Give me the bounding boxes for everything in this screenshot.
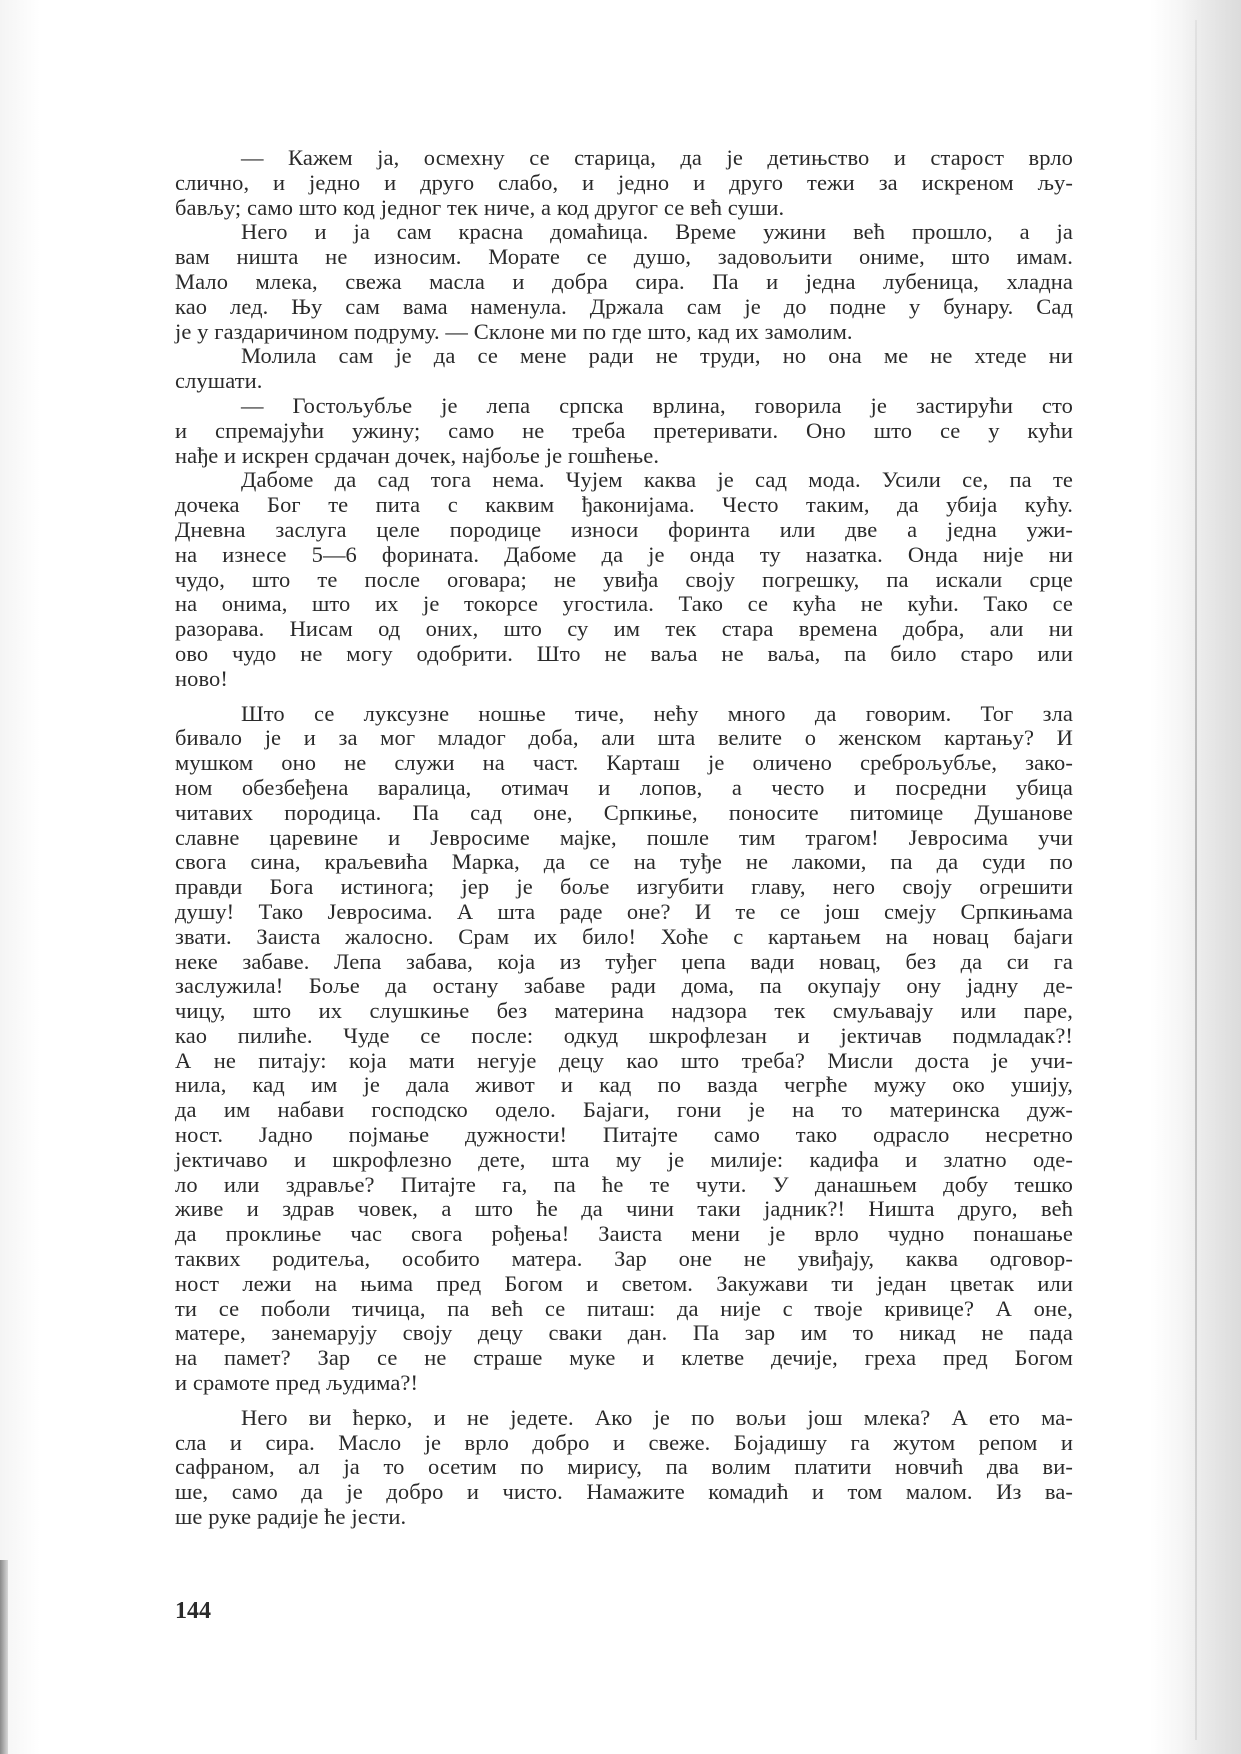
text-line: Дневна заслуга целе породице износи форинта или две а једна ужи-: [175, 516, 1073, 542]
text-line: — Гостољубље је лепа српска врлина, говорила је застирући сто: [241, 392, 1073, 418]
text-line: неке забаве. Лепа забава, која из туђег џепа вади новац, без да си га: [175, 948, 1073, 974]
text-line: ло или здравље? Питајте га, па ће те чути. У данашњем добу тешко: [175, 1171, 1073, 1197]
text-line: Што се луксузне ношње тиче, нећу много да говорим. Тог зла: [241, 700, 1073, 726]
text-line: ше, само да је добро и чисто. Намажите комадић и том малом. Из ва-: [175, 1479, 1073, 1505]
text-line: нађе и искрен срдачан дочек, најбоље је гошћење.: [175, 442, 660, 468]
text-line: вам ништа не износим. Морате се душо, задовољити ониме, што имам.: [175, 244, 1073, 270]
text-line: чудо, што те после оговара; не увиђа своју погрешку, па искали срце: [175, 566, 1073, 592]
text-line: дочека Бог те пита с каквим ђаконијама. Често таким, да убија кућу.: [175, 492, 1073, 518]
text-line: таквих родитеља, особито матера. Зар оне не увиђају, каква одговор-: [175, 1246, 1073, 1272]
page-number: 144: [175, 1598, 211, 1624]
text-line: и спремајући ужину; само не треба претеривати. Оно што се у кући: [175, 417, 1073, 443]
text-line: ново!: [175, 665, 229, 691]
text-line: — Кажем ја, осмехну се старица, да је детињство и старост врло: [241, 145, 1073, 170]
text-line: Молила сам је да се мене ради не труди, но она ме не хтеде ни: [241, 343, 1073, 369]
body-text: [175, 146, 1073, 1530]
text-line: звати. Заиста жалосно. Срам их било! Хоће с картањем на новац бајаги: [175, 923, 1073, 949]
text-line: је у газдаричином подруму. — Склоне ми по где што, кад их замолим.: [175, 318, 853, 344]
text-line: ност. Јадно појмање дужности! Питајте само тако одрасло несретно: [175, 1122, 1073, 1148]
text-line: као пилиће. Чуде се после: одкуд шкрофлезан и јектичав подмладак?!: [175, 1022, 1073, 1048]
text-line: да им набави господско одело. Бајаги, гони је на то материнска дуж-: [175, 1097, 1073, 1123]
page-edge-shadow: [0, 1560, 8, 1754]
text-line: чицу, што их слушкиње без материна надзора тек смуљавају или паре,: [175, 998, 1073, 1024]
text-line: на онима, што их је токорсе угостила. Тако се кућа не кући. Тако се: [175, 591, 1073, 617]
text-line: ти се поболи тичица, па већ се питаш: да није с твоје кривице? А оне,: [175, 1295, 1073, 1321]
text-line: Мало млека, свежа масла и добра сира. Па и једна лубеница, хладна: [175, 268, 1073, 294]
text-line: слично, и једно и друго слабо, и једно и друго тежи за искреном љу-: [175, 169, 1073, 195]
text-line: заслужила! Боље да остану забаве ради дома, па окупају ону јадну де-: [175, 973, 1073, 999]
text-line: бављу; само што код једног тек ниче, а код другог се већ суши.: [175, 194, 785, 220]
text-line: и срамоте пред људима?!: [175, 1370, 419, 1396]
text-line: на памет? Зар се не страше муке и клетве дечије, греха пред Богом: [175, 1345, 1073, 1371]
text-line: слушати.: [175, 368, 263, 394]
text-line: душу! Тако Јевросима. А шта раде оне? И те се још смеју Српкињама: [175, 898, 1073, 924]
text-line: ном обезбеђена варалица, отимач и лопов, а често и посредни убица: [175, 774, 1073, 800]
text-line: сла и сира. Масло је врло добро и свеже. Бојадишу га жутом репом и: [175, 1429, 1073, 1455]
text-line: Него ви ћерко, и не једете. Ако је по вољи још млека? А ето ма-: [241, 1404, 1073, 1430]
text-line: ност лежи на њима пред Богом и светом. Закужави ти један цветак или: [175, 1270, 1073, 1296]
text-line: нила, кад им је дала живот и кад по вазда чегрће мужу око ушију,: [175, 1072, 1073, 1098]
text-line: на изнесе 5—6 форината. Дабоме да је онда ту назатка. Онда није ни: [175, 541, 1073, 567]
text-line: ше руке радије ће јести.: [175, 1504, 407, 1530]
page-fold-line: [1195, 20, 1197, 1740]
text-line: Него и ја сам красна домаћица. Време ужини већ прошло, а ја: [241, 219, 1073, 245]
text-line: живе и здрав човек, а што ће да чини таки јадник?! Ништа друго, већ: [175, 1196, 1073, 1222]
text-line: сафраном, ал ја то осетим по мирису, па волим платити новчић два ви-: [175, 1454, 1073, 1480]
text-line: Дабоме да сад тога нема. Чујем каква је сад мода. Усили се, па те: [241, 467, 1073, 493]
text-line: бивало је и за мог младог доба, али шта велите о женском картању? И: [175, 725, 1073, 751]
text-line: матере, занемарују своју децу сваки дан. Па зар им то никад не пада: [175, 1320, 1073, 1346]
text-line: свога сина, краљевића Марка, да се на туђе не лакоми, па да суди по: [175, 849, 1073, 875]
text-line: ово чудо не могу одобрити. Што не ваља не ваља, па било старо или: [175, 640, 1073, 666]
text-line: разорава. Нисам од оних, што су им тек стара времена добра, али ни: [175, 616, 1073, 642]
text-line: славне царевине и Јевросиме мајке, пошле тим трагом! Јевросима учи: [175, 824, 1073, 850]
page-gutter-shadow: [1181, 0, 1241, 1754]
text-line: да проклиње час свога рођења! Заиста мени је врло чудно понашање: [175, 1221, 1073, 1247]
text-line: читавих породица. Па сад оне, Српкиње, поносите питомице Душанове: [175, 799, 1073, 825]
text-line: правди Бога истинога; јер је боље изгубити главу, него своју огрешити: [175, 874, 1073, 900]
text-line: А не питају: која мати негује децу као што треба? Мисли доста је учи-: [175, 1047, 1073, 1073]
text-line: јектичаво и шкрофлезно дете, шта му је милије: кадифа и златно оде-: [175, 1146, 1073, 1172]
text-line: као лед. Њу сам вама наменула. Држала сам је до подне у бунару. Сад: [175, 293, 1073, 319]
text-line: мушком оно не служи на част. Карташ је оличено среброљубље, зако-: [175, 750, 1073, 776]
